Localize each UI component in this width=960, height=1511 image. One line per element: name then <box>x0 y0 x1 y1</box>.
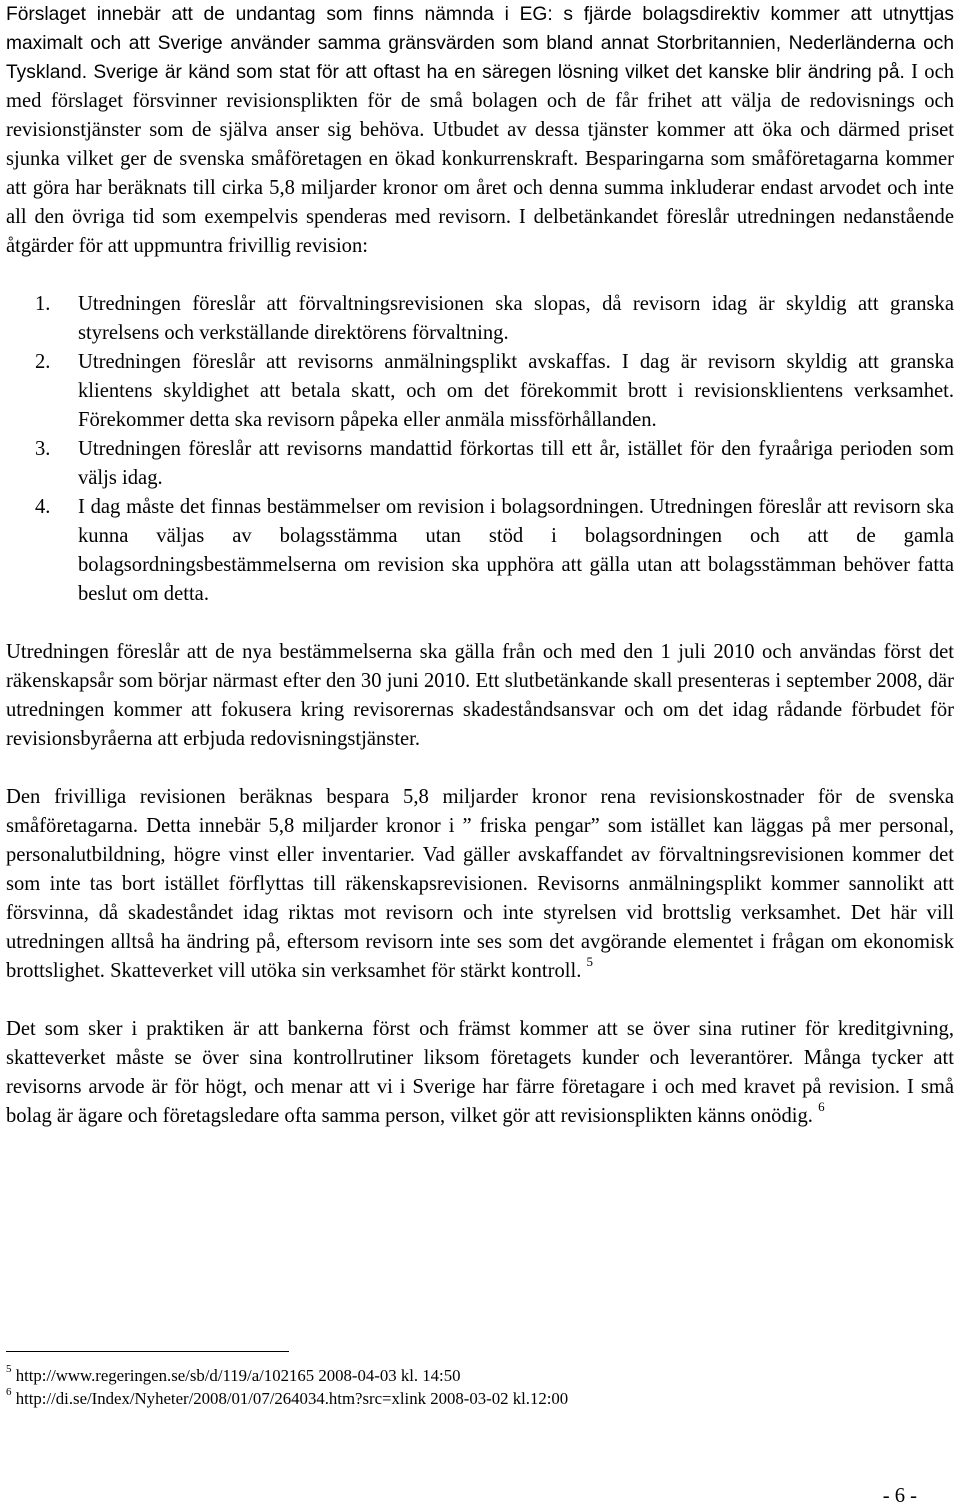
footnotes <box>6 1364 568 1410</box>
intro-sentence-6: I delbetänkandet föreslår utredningen nedanstående åtgärder för att uppmuntra frivillig revision: <box>6 206 954 257</box>
document-page <box>6 0 954 1131</box>
savings-paragraph <box>6 783 954 986</box>
list-item-number: 1. <box>35 293 51 315</box>
list-item-text: I dag måste det finnas bestämmelser om revision i bolagsordningen. Utredningen föreslår att revisorn ska kunna väljas av bolagsstämma utan stöd i bolagsordningen och att de gamla bolagsordningsbestämmelserna om revision ska upphöra att gälla utan att bolagsstämman behöver fatta beslut om detta. <box>78 496 954 605</box>
list-item-text: Utredningen föreslår att förvaltningsrevisionen ska slopas, då revisorn idag är skyldig att granska styrelsens och verkställande direktörens förvaltning. <box>78 293 954 344</box>
footnote <box>6 1364 568 1387</box>
intro-sentence-1: Förslaget innebär att de undantag som finns nämnda i EG: s fjärde bolagsdirektiv kommer att utnyttjas maximalt och att Sverige använder samma gränsvärden som bland annat Storbritannien, Nederländerna och Tyskland. <box>6 4 954 83</box>
list-item <box>6 435 954 493</box>
list-item-number: 3. <box>35 438 51 460</box>
intro-sentence-3: I och med förslaget försvinner revisionsplikten för de små bolagen och de får frihet att välja de redovisnings och revisionstjänster som de själva anser sig behöva. <box>6 61 955 141</box>
intro-sentence-5: Besparingarna som småföretagarna kommer att göra har beräknats till cirka 5,8 miljarder kronor om året och denna summa inkluderar endast arvodet och inte all den övriga tid som exempelvis spenderas med revisorn. <box>6 148 955 228</box>
footnote-link[interactable]: http://www.regeringen.se/sb/d/119/a/102165 2008-04-03 kl. 14:50 <box>15 1366 461 1385</box>
page-number: - 6 - <box>882 1485 917 1507</box>
savings-text: Den frivilliga revisionen beräknas bespara 5,8 miljarder kronor rena revisionskostnader för de svenska småföretagarna. Detta innebär 5,8 miljarder kronor i ” friska pengar” som istället kan läggas på mer personal, personalutbildning, högre vinst eller inventarier. Vad gäller avskaffandet av förvaltningsrevisionen kommer det som inte tas bort istället förflyttas till räkenskapsrevisionen. Revisorns anmälningsplikt kommer sannolikt att försvinna, då skadeståndet idag riktas mot revisorn och inte styrelsen vid brottslig verksamhet. Det här vill utredningen alltså ha ändring på, eftersom revisorn inte ses som det avgörande elementet i frågan om ekonomisk brottslighet. Skatteverket vill utöka sin verksamhet för stärkt kontroll. <box>6 786 954 982</box>
footnote-divider <box>6 1351 289 1352</box>
list-item-text: Utredningen föreslår att revisorns mandattid förkortas till ett år, istället för den fyraåriga perioden som väljs idag. <box>78 438 954 489</box>
spacer <box>6 609 954 638</box>
footnote-reference[interactable]: 5 <box>586 954 594 970</box>
footnote <box>6 1387 568 1410</box>
practice-text: Det som sker i praktiken är att bankerna först och främst kommer att se över sina rutiner för kreditgivning, skatteverket måste se över sina kontrollrutiner liksom företagets kunder och leverantörer. Många tycker att revisorns arvode är för högt, och menar att vi i Sverige har färre företagare i och med kravet på revision. I små bolag är ägare och företagsledare ofta samma person, vilket gör att revisionsplikten känns onödig. <box>6 1018 954 1127</box>
intro-sentence-2: Sverige är känd som stat för att oftast ha en säregen lösning vilket det kanske blir ändring på. <box>93 62 905 83</box>
footnote-number: 5 <box>6 1363 12 1376</box>
list-item-number: 4. <box>35 496 51 518</box>
list-item <box>6 348 954 435</box>
schedule-paragraph: Utredningen föreslår att de nya bestämmelserna ska gälla från och med den 1 juli 2010 och användas först det räkenskapsår som börjar närmast efter den 30 juni 2010. Ett slutbetänkande skall presenteras i september 2008, där utredningen kommer att fokusera kring revisorernas skadeståndsansvar och om det idag rådande förbudet för revisionsbyråerna att erbjuda redovisningstjänster. <box>6 641 954 750</box>
footnote-number: 6 <box>6 1386 12 1399</box>
practice-paragraph <box>6 1015 954 1131</box>
spacer <box>6 754 954 783</box>
list-item-number: 2. <box>35 351 51 373</box>
list-item <box>6 290 954 348</box>
intro-sentence-4: Utbudet av dessa tjänster kommer att öka och därmed priset sjunka vilket ger de svenska småföretagen en ökad konkurrenskraft. <box>6 119 954 170</box>
spacer <box>6 986 954 1015</box>
proposal-list <box>6 290 954 609</box>
list-item <box>6 493 954 609</box>
spacer <box>6 261 954 290</box>
footnote-reference[interactable]: 6 <box>818 1099 825 1115</box>
list-item-text: Utredningen föreslår att revisorns anmälningsplikt avskaffas. I dag är revisorn skyldig att granska klientens skyldighet att betala skatt, och om det förekommit brott i revisionsklientens verksamhet. Förekommer detta ska revisorn påpeka eller anmäla missförhållanden. <box>78 351 954 431</box>
footnote-link[interactable]: http://di.se/Index/Nyheter/2008/01/07/264034.htm?src=xlink 2008-03-02 kl.12:00 <box>15 1389 569 1408</box>
intro-paragraph <box>6 0 954 261</box>
